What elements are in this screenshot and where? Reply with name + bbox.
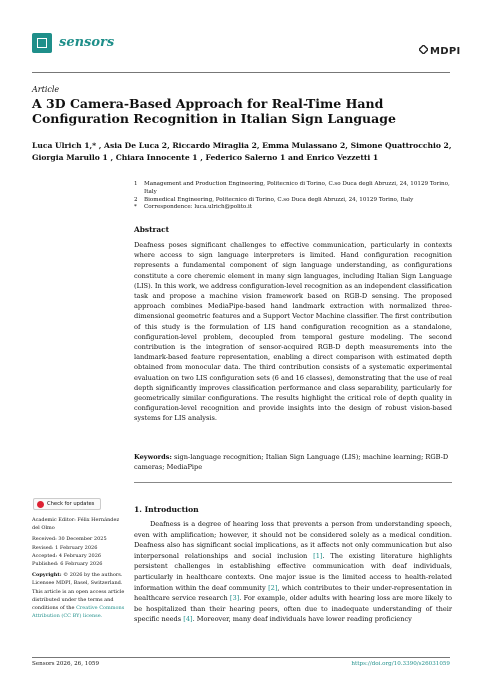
license-link[interactable]: Creative Commons Attribution (CC BY) license. [32,605,125,620]
correspondence: * Correspondence: luca.ulrich@polito.it [134,204,253,211]
abstract-heading: Abstract [134,225,170,234]
footer-citation: Sensors 2026, 26, 1059 [32,661,100,667]
affiliations [134,181,452,212]
abstract-text: Deafness poses significant challenges to effective communication, particularly in contexts where access to sign language interpreters is limited. Hand configuration recognition represents a fundamental component of sign language understanding, as configurations constitute a core cheremic element in many sign languages, including Italian Sign Language (LIS). In this work, we address configuration-level recognition as an independent classification task and propose a machine vision framework based on RGB-D sensing. The proposed approach combines MediaPipe-based hand landmark extraction with normalized three-dimensional geometric features and a Support Vector Machine classifier. The first contribution of this study is the formulation of LIS hand configuration recognition as a standalone, configuration-level problem, decoupled from temporal gesture modeling. The second contribution is the integration of sensor-acquired RGB-D depth measurements into the landmark-based feature representation, enabling a direct comparison with estimated depth obtained from monocular data. The third contribution consists of a systematic experimental evaluation on two LIS configuration sets (6 and 16 classes), demonstrating that the use of real depth significantly improves classification performance and class separability, particularly for geometrically similar configurations. The results highlight the critical role of depth quality in configuration-level recognition and provide insights into the design of robust vision-based systems for LIS analysis. [134,241,452,423]
keywords [134,452,452,472]
article-type: Article [32,85,60,94]
author-line-2: Giorgia Marullo 1 , Chiara Innocente 1 , Federico Salerno 1 and Enrico Vezzetti 1 [32,153,379,162]
citation-link[interactable]: [2] [268,583,278,592]
citation-link[interactable]: [3] [229,594,240,603]
academic-editor: Academic Editor: Félix Hernández del Olmo [32,517,120,532]
journal-logo-icon [32,33,52,53]
affiliation-2: 2 Biomedical Engineering, Politecnico di Torino, C.so Duca degli Abruzzi, 24, 10129 Torino, Italy [134,196,414,203]
article-info-sidebar [32,516,128,620]
keywords-text: sign-language recognition; Italian Sign Language (LIS); machine learning; RGB-D cameras; MediaPipe [134,453,449,472]
citation-link[interactable]: [4] [183,615,193,624]
revised-date: Revised: 1 February 2026 [32,544,98,551]
received-date: Received: 30 December 2025 [32,536,107,543]
copyright-notice: Copyright: © 2026 by the authors. Licensee MDPI, Basel, Switzerland. This article is an open access article distributed under the terms and conditions of the Creative Commons Attribution (CC BY) license. [32,572,125,620]
citation-link[interactable]: [1] [313,551,323,560]
check-for-updates-button[interactable]: Check for updates [33,498,101,510]
doi-link[interactable]: https://doi.org/10.3390/s26031059 [351,661,450,667]
publisher-logo [419,39,461,58]
accepted-date: Accepted: 4 February 2026 [32,552,102,559]
mdpi-logo-icon [419,45,428,54]
introduction-text: Deafness is a degree of hearing loss that prevents a person from understanding speech, even with amplification; however, it should not be considered solely as a medical condition. Deafness also has significant social implications, as it affects not only communication but also interpersonal relationships and social inclusion [1]. The existing literature highlights persistent challenges in establishing effective communication with deaf individuals, particularly in healthcare contexts. One major issue is the limited access to health-related information within the deaf community [2], which contributes to their under-representation in healthcare service research [3]. For example, older adults with hearing loss are more likely to be hospitalized than their hearing peers, often due to inadequate understanding of their specific needs [4]. Moreover, many deaf individuals have lower reading proficiency [134,520,452,624]
footer-divider [32,657,450,658]
paper-title: A 3D Camera-Based Approach for Real-Time Hand Configuration Recognition in Italian Sign Language [32,96,396,126]
publisher-name: MDPI [430,46,461,57]
section-divider [134,482,452,483]
journal-name: sensors [59,35,115,50]
keywords-heading: Keywords: [134,453,172,461]
check-updates-icon [37,501,44,508]
author-list [32,140,452,164]
header-divider [32,72,450,73]
section-heading-introduction: 1. Introduction [134,505,199,514]
affiliation-1: 1 Management and Production Engineering, Politecnico di Torino, C.so Duca degli Abruzzi, 24, 10129 Torino, Italy [134,181,450,195]
author-line-1: Luca Ulrich 1,* , Asia De Luca 2, Riccardo Miraglia 2, Emma Mulassano 2, Simone Quattrocchio 2, [32,141,452,150]
published-date: Published: 6 February 2026 [32,561,103,568]
